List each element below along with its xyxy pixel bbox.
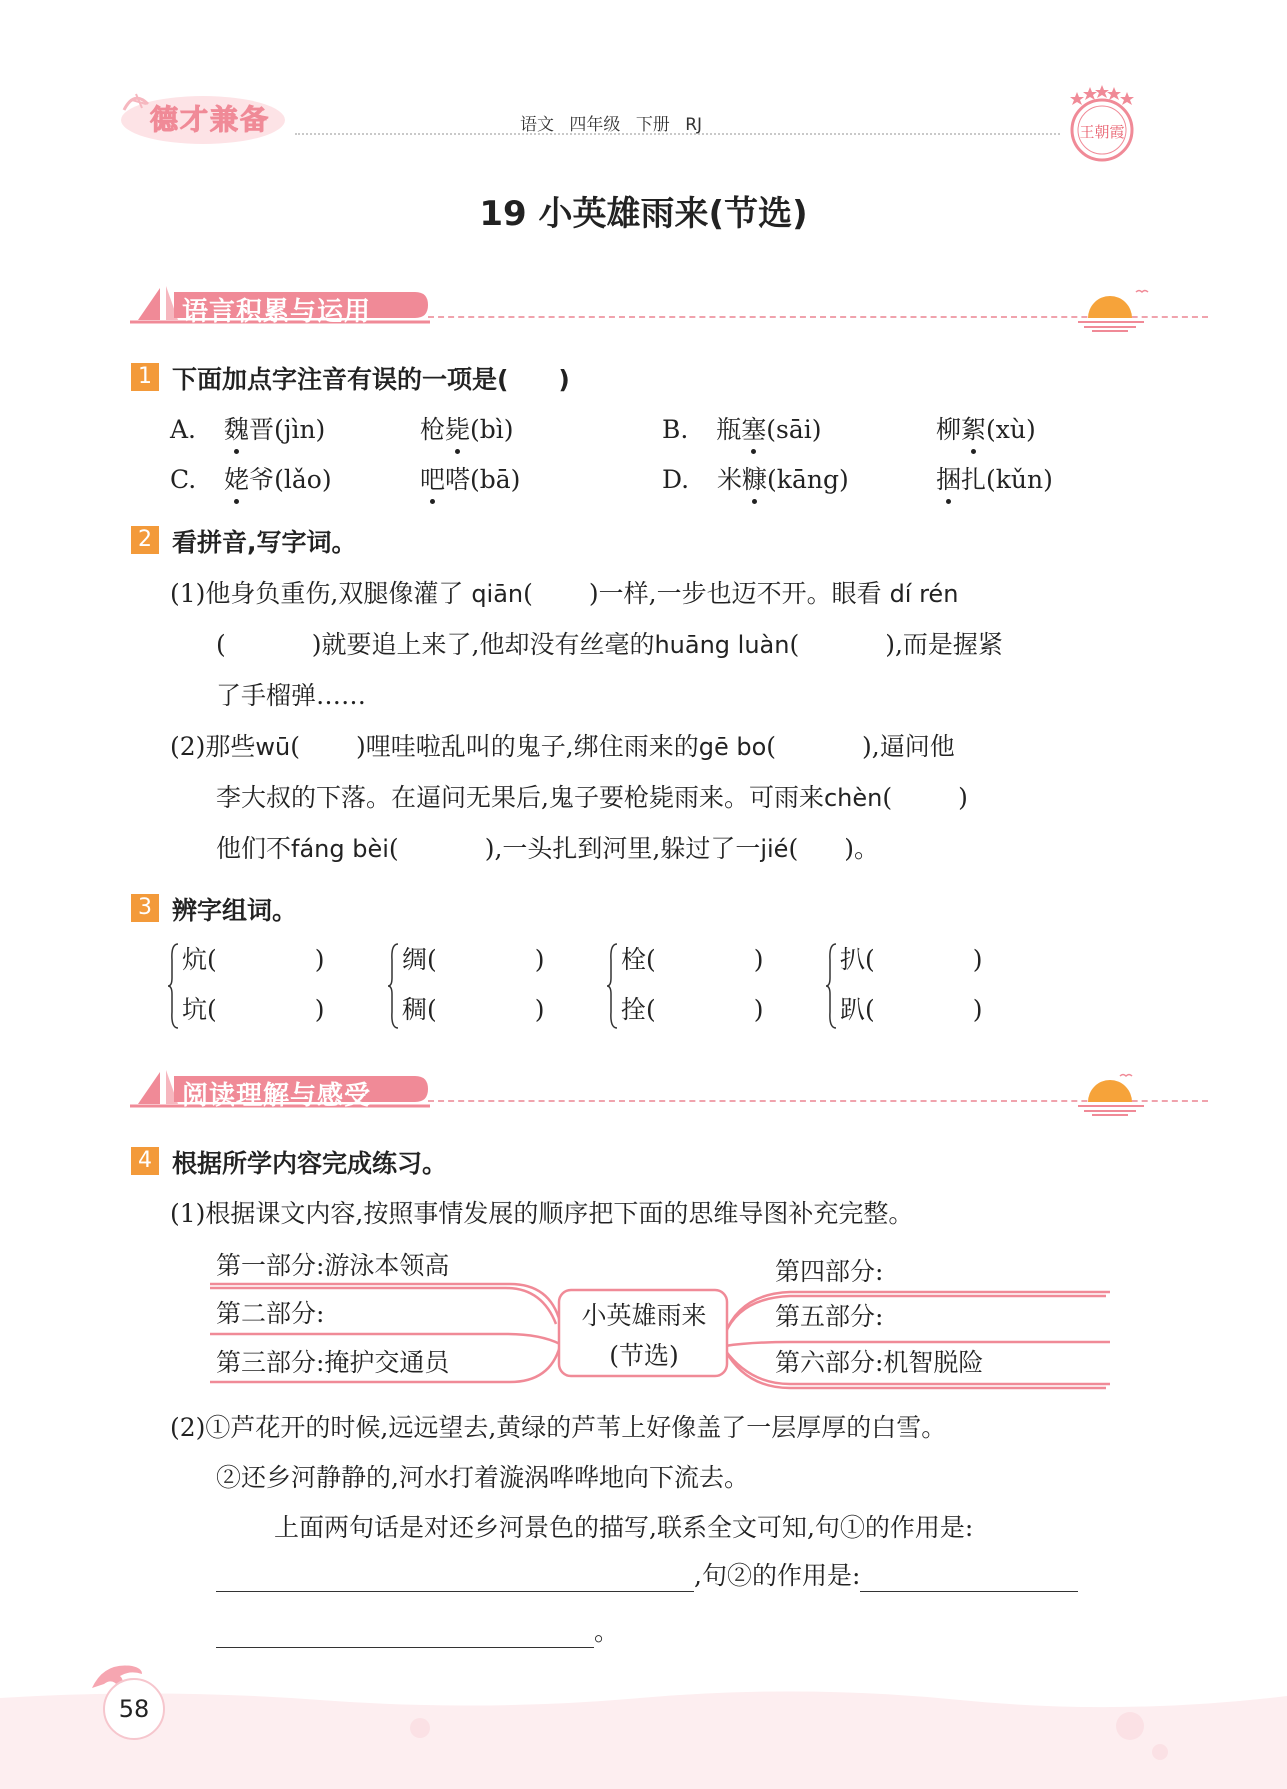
- author-seal-icon: [1063, 82, 1141, 164]
- pinyin: huāng luàn: [654, 631, 790, 659]
- text: ),一头扎到河里,躲过了一: [484, 834, 761, 863]
- sunset-icon: [1070, 1070, 1160, 1116]
- brace-icon: [826, 940, 840, 1032]
- pinyin: gē bo: [698, 733, 767, 761]
- pair-item: [182, 940, 325, 976]
- question-number-4: 4: [131, 1147, 159, 1175]
- option-a-word2: [420, 410, 514, 446]
- pair-item: [840, 940, 983, 976]
- char-pair-4[interactable]: [826, 940, 1026, 1032]
- bracket: (: [388, 834, 399, 863]
- mind-map-left-2[interactable]: 第二部分:: [216, 1299, 325, 1328]
- dotted-char: 塞: [741, 410, 766, 446]
- q4-sub2-line1: (2)①芦花开的时候,远远望去,黄绿的芦苇上好像盖了一层厚厚的白雪。: [170, 1413, 947, 1442]
- section-title-1: 语言积累与运用: [182, 297, 372, 327]
- mind-map-center-line1: 小英雄雨来: [581, 1301, 707, 1330]
- bracket: ): [972, 945, 983, 974]
- option-text: 米: [717, 465, 743, 494]
- bracket: ): [314, 995, 325, 1024]
- q2-p2-line2: [216, 778, 968, 814]
- option-c-word2: [420, 460, 520, 496]
- char-pair-2[interactable]: [388, 940, 588, 1032]
- bracket: (: [788, 834, 799, 863]
- brace-icon: [607, 940, 621, 1032]
- section-title-2: 阅读理解与感受: [182, 1081, 372, 1111]
- pair-item: [840, 990, 983, 1026]
- bracket: (: [766, 732, 777, 761]
- page-number: 58: [103, 1678, 165, 1740]
- text: (2)那些: [170, 732, 256, 761]
- pair-item: [621, 990, 764, 1026]
- text: ,句②的作用是:: [694, 1561, 861, 1590]
- dotted-char: 毙: [445, 410, 470, 446]
- text: )哩哇啦乱叫的鬼子,绑住雨来的: [356, 732, 699, 761]
- char: 绸(: [402, 945, 437, 974]
- grade-label: 四年级: [569, 115, 621, 135]
- text: 。: [594, 1617, 620, 1646]
- option-b[interactable]: [662, 410, 822, 446]
- section-banner-1: [130, 286, 1280, 332]
- text: )。: [844, 834, 879, 863]
- brace-icon: [388, 940, 402, 1032]
- char-pair-3[interactable]: [607, 940, 807, 1032]
- question-text-3: 辨字组词。: [172, 896, 298, 925]
- option-text: 柳: [936, 415, 962, 444]
- bracket: ): [534, 945, 545, 974]
- question-text-1: 下面加点字注音有误的一项是( ): [172, 365, 570, 394]
- option-letter: A.: [170, 415, 197, 444]
- dotted-char: 姥: [224, 460, 249, 496]
- pinyin: fáng bèi: [291, 835, 389, 863]
- logo-text: 德才兼备: [150, 103, 271, 136]
- option-letter: C.: [170, 465, 197, 494]
- option-text: (bì): [470, 415, 514, 444]
- q4-sub2-line3: 上面两句话是对还乡河景色的描写,联系全文可知,句①的作用是:: [274, 1513, 974, 1542]
- dotted-char: 吧: [420, 460, 445, 496]
- q2-p2-line3: [216, 829, 879, 865]
- svg-text:王朝霞: 王朝霞: [1079, 123, 1125, 141]
- char: 稠(: [402, 995, 437, 1024]
- char: 栓(: [621, 945, 656, 974]
- text: )一样,一步也迈不开。眼看: [588, 579, 890, 608]
- q4-answer-line2: [216, 1612, 619, 1648]
- bracket: ): [753, 995, 764, 1024]
- q2-p1-line1: [170, 574, 958, 610]
- sunset-icon: [1070, 286, 1160, 332]
- option-text: 枪: [420, 415, 446, 444]
- text: ),而是握紧: [885, 630, 1003, 659]
- footer-wave: [0, 1688, 1287, 1789]
- option-a[interactable]: [170, 410, 325, 446]
- mind-map-center-line2: (节选): [609, 1341, 679, 1370]
- option-d-word2: [936, 460, 1053, 496]
- q4-answer-line: [216, 1556, 1078, 1592]
- option-b-word2: [936, 410, 1036, 446]
- pair-item: [402, 940, 545, 976]
- option-d[interactable]: [662, 460, 849, 496]
- char: 坑(: [182, 995, 217, 1024]
- option-text: 瓶: [716, 415, 742, 444]
- question-number-2: 2: [131, 526, 159, 554]
- question-number-1: 1: [131, 363, 159, 391]
- char: 扒(: [840, 945, 875, 974]
- pair-item: [621, 940, 764, 976]
- q4-sub2-line2: ②还乡河静静的,河水打着漩涡哗哗地向下流去。: [216, 1463, 749, 1492]
- bracket: ): [972, 995, 983, 1024]
- text: 他们不: [216, 834, 292, 863]
- bracket: ): [958, 783, 968, 812]
- pinyin: dí rén: [889, 580, 959, 608]
- option-text: 扎(kǔn): [961, 465, 1053, 494]
- pinyin: jié: [760, 835, 789, 863]
- volume-label: 下册: [635, 115, 670, 135]
- bracket: ): [753, 945, 764, 974]
- option-letter: B.: [662, 415, 689, 444]
- option-text: (kāng): [767, 465, 849, 494]
- answer-blank-1[interactable]: [216, 1561, 694, 1592]
- pair-item: [402, 990, 545, 1026]
- answer-blank-3[interactable]: [216, 1617, 594, 1648]
- q4-sub1: (1)根据课文内容,按照事情发展的顺序把下面的思维导图补充完整。: [170, 1199, 914, 1228]
- dotted-char: 魏: [224, 410, 249, 446]
- char-pair-1[interactable]: [168, 940, 368, 1032]
- question-number-3: 3: [131, 894, 159, 922]
- mind-map-left-1: 第一部分:游泳本领高: [216, 1251, 450, 1280]
- text: )就要追上来了,他却没有丝毫的: [311, 630, 655, 659]
- option-text: 爷(lǎo): [249, 465, 332, 494]
- bracket: (: [789, 630, 800, 659]
- mind-map-right-1[interactable]: 第四部分:: [775, 1257, 884, 1286]
- header-info: [520, 110, 702, 135]
- bracket: ): [314, 945, 325, 974]
- bracket: ): [534, 995, 545, 1024]
- question-text-2: 看拼音,写字词。: [172, 528, 357, 557]
- mind-map-right-2[interactable]: 第五部分:: [775, 1302, 884, 1331]
- option-c[interactable]: [170, 460, 332, 496]
- char: 趴(: [840, 995, 875, 1024]
- mind-map-left-3: 第三部分:掩护交通员: [216, 1348, 450, 1377]
- bracket: (: [523, 579, 533, 608]
- q2-p1-line2: [216, 625, 1003, 661]
- bracket: (: [882, 783, 893, 812]
- pinyin: wū: [255, 733, 291, 761]
- section-banner-2: [130, 1070, 1280, 1116]
- mind-map-right-3: 第六部分:机智脱险: [775, 1348, 984, 1377]
- dotted-char: 糠: [742, 460, 767, 496]
- char: 炕(: [182, 945, 217, 974]
- question-text-4: 根据所学内容完成练习。: [172, 1149, 448, 1178]
- option-text: (sāi): [766, 415, 822, 444]
- text: 李大叔的下落。在逼问无果后,鬼子要枪毙雨来。可雨来: [216, 783, 824, 812]
- option-letter: D.: [662, 465, 690, 494]
- pinyin: qiān: [471, 580, 524, 608]
- char: 拴(: [621, 995, 656, 1024]
- option-text: (xù): [986, 415, 1036, 444]
- edition-label: RJ: [685, 115, 703, 135]
- option-text: 晋(jìn): [248, 415, 326, 444]
- q2-p2-line1: [170, 727, 955, 763]
- q2-p1-line3: 了手榴弹……: [216, 681, 367, 710]
- brace-icon: [168, 940, 182, 1032]
- pair-item: [182, 990, 325, 1026]
- lesson-title: 19 小英雄雨来(节选): [479, 194, 808, 234]
- pinyin: chèn: [823, 784, 883, 812]
- text: ),逼问他: [862, 732, 955, 761]
- answer-blank-2[interactable]: [860, 1561, 1078, 1592]
- bracket: (: [290, 732, 301, 761]
- subject-label: 语文: [520, 115, 554, 135]
- option-text: 嗒(bā): [445, 465, 521, 494]
- bracket: (: [216, 630, 226, 659]
- dotted-char: 絮: [961, 410, 986, 446]
- dotted-char: 捆: [936, 460, 961, 496]
- text: (1)他身负重伤,双腿像灌了: [170, 579, 472, 608]
